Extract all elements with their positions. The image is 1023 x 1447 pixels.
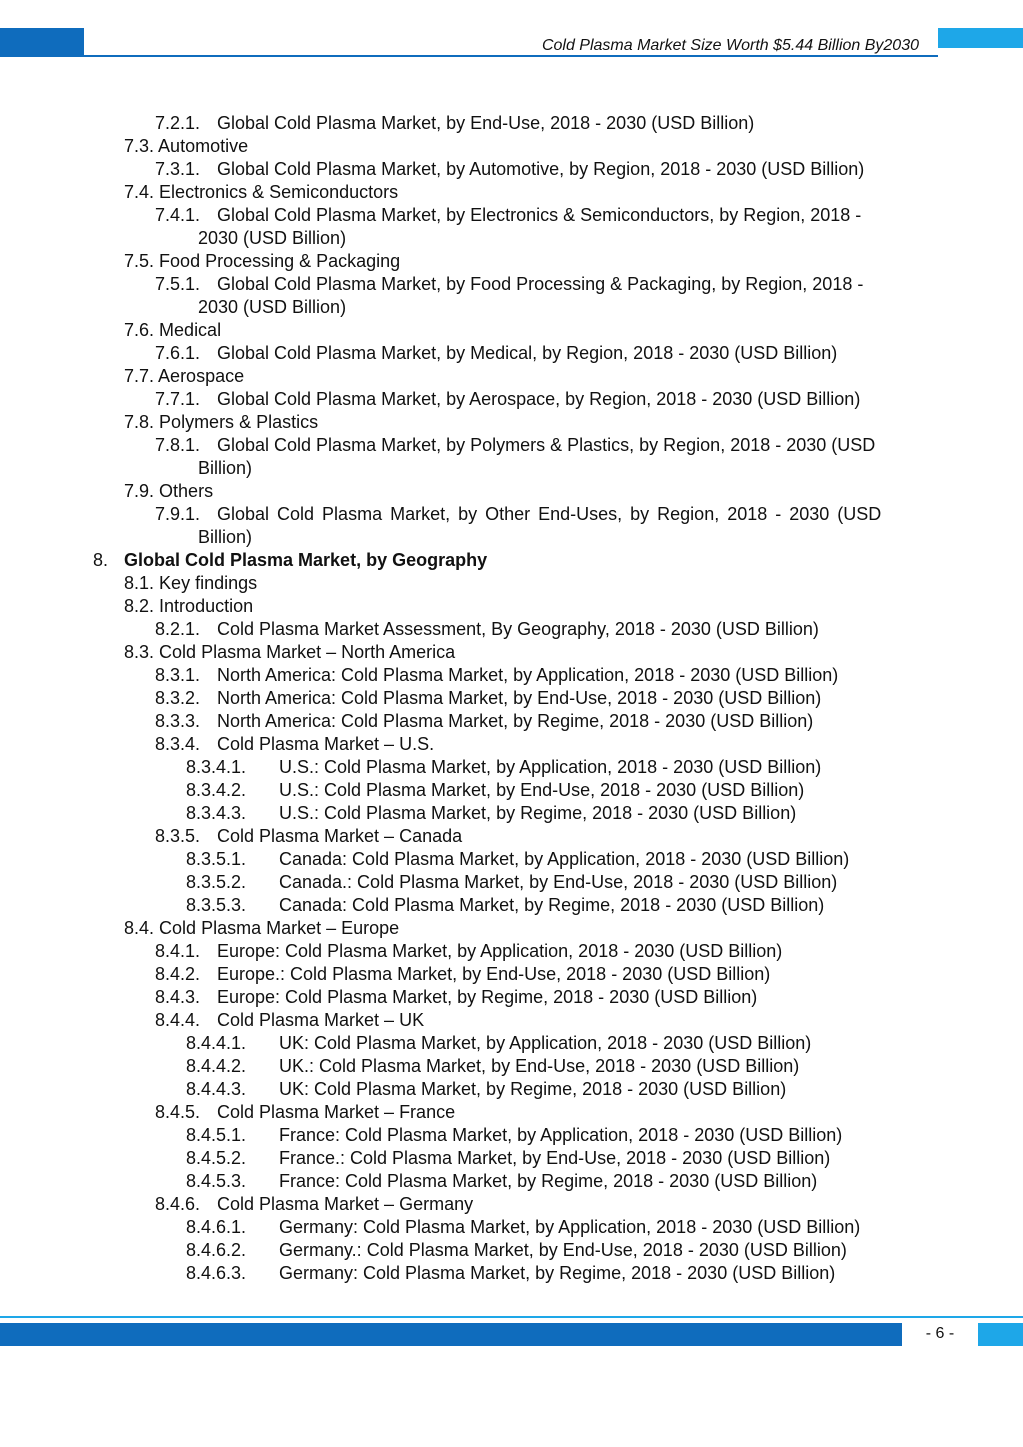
toc-entry <box>186 894 824 917</box>
toc-entry-number: 8.3.1. <box>155 665 201 685</box>
toc-entry <box>186 1078 786 1101</box>
toc-entry-text: Others <box>159 481 214 501</box>
toc-entry-number: 8.3.5.2. <box>186 872 247 892</box>
toc-entry-number: 8.3.2. <box>155 688 201 708</box>
toc-entry-number: 8.3.4.3. <box>186 803 247 823</box>
toc-entry-text: UK.: Cold Plasma Market, by End-Use, 2018 - 2030 (USD Billion) <box>279 1056 800 1076</box>
toc-entry-text: Key findings <box>159 573 258 593</box>
toc-entry <box>155 733 434 756</box>
toc-entry-continuation: 2030 (USD Billion) <box>198 297 347 317</box>
toc-entry <box>155 503 930 526</box>
toc-entry-number: 8.3. <box>124 642 155 662</box>
toc-entry <box>155 687 821 710</box>
toc-entry-number: 8.4.5.3. <box>186 1171 247 1191</box>
toc-entry-number: 8.4.5. <box>155 1102 201 1122</box>
toc-entry-text: Electronics & Semiconductors <box>159 182 399 202</box>
toc-entry <box>155 273 863 296</box>
toc-entry-number: 8.4.4.1. <box>186 1033 247 1053</box>
toc-entry-number: 7.5. <box>124 251 155 271</box>
toc-entry-text: U.S.: Cold Plasma Market, by Application, 2018 - 2030 (USD Billion) <box>279 757 822 777</box>
toc-entry <box>186 1147 830 1170</box>
toc-entry <box>186 1262 835 1285</box>
toc-entry-number: 7.6. <box>124 320 155 340</box>
toc-entry-text: Europe: Cold Plasma Market, by Application, 2018 - 2030 (USD Billion) <box>217 941 783 961</box>
toc-entry-text: France: Cold Plasma Market, by Application, 2018 - 2030 (USD Billion) <box>279 1125 843 1145</box>
toc-entry-text: France: Cold Plasma Market, by Regime, 2018 - 2030 (USD Billion) <box>279 1171 818 1191</box>
toc-entry-text: Cold Plasma Market – Europe <box>159 918 400 938</box>
toc-entry-text: Introduction <box>159 596 254 616</box>
toc-entry-text: Canada: Cold Plasma Market, by Application, 2018 - 2030 (USD Billion) <box>279 849 850 869</box>
toc-entry <box>124 319 221 342</box>
toc-entry-text: Global Cold Plasma Market, by Electronics & Semiconductors, by Region, 2018 - <box>217 205 862 225</box>
toc-entry-number: 7.5.1. <box>155 274 201 294</box>
toc-entry-text: U.S.: Cold Plasma Market, by End-Use, 2018 - 2030 (USD Billion) <box>279 780 805 800</box>
toc-entry-text: Global Cold Plasma Market, by End-Use, 2018 - 2030 (USD Billion) <box>217 113 755 133</box>
toc-entry-text: U.S.: Cold Plasma Market, by Regime, 2018 - 2030 (USD Billion) <box>279 803 797 823</box>
toc-entry <box>186 779 804 802</box>
toc-entry-number: 7.8.1. <box>155 435 201 455</box>
toc-entry <box>186 848 849 871</box>
footer-accent-right <box>978 1323 1023 1346</box>
running-header-title: Cold Plasma Market Size Worth $5.44 Billion By2030 <box>541 37 919 54</box>
toc-entry <box>155 825 462 848</box>
toc-entry-number: 8. <box>93 550 109 570</box>
toc-entry-number: 8.3.4.1. <box>186 757 247 777</box>
toc-entry-text: Global Cold Plasma Market, by Medical, by Region, 2018 - 2030 (USD Billion) <box>217 343 838 363</box>
toc-entry <box>155 1009 424 1032</box>
footer-rule <box>0 1316 1023 1318</box>
toc-entry-number: 8.4.6.3. <box>186 1263 247 1283</box>
toc-entry-number: 8.4.5.1. <box>186 1125 247 1145</box>
toc-entry <box>155 112 754 135</box>
toc-entry <box>186 1055 799 1078</box>
toc-entry-number: 8.4.6.2. <box>186 1240 247 1260</box>
toc-entry-number: 8.3.5. <box>155 826 201 846</box>
toc-entry <box>124 595 253 618</box>
toc-entry-number: 8.4.5.2. <box>186 1148 247 1168</box>
toc-entry-number: 7.9. <box>124 481 155 501</box>
toc-section-heading <box>93 549 487 572</box>
toc-entry-number: 7.8. <box>124 412 155 432</box>
toc-entry-number: 7.3. <box>124 136 155 156</box>
footer-accent-left <box>0 1323 902 1346</box>
toc-entry-number: 7.3.1. <box>155 159 201 179</box>
toc-entry-continuation: 2030 (USD Billion) <box>198 228 347 248</box>
toc-entry-number: 8.2.1. <box>155 619 201 639</box>
toc-entry-number: 8.3.4. <box>155 734 201 754</box>
toc-entry-text: Medical <box>159 320 222 340</box>
toc-entry-text: Cold Plasma Market Assessment, By Geography, 2018 - 2030 (USD Billion) <box>217 619 819 639</box>
toc-entry-text: Germany: Cold Plasma Market, by Application, 2018 - 2030 (USD Billion) <box>279 1217 861 1237</box>
toc-entry-number: 8.4.6. <box>155 1194 201 1214</box>
toc-entry <box>186 756 821 779</box>
toc-entry-text: Global Cold Plasma Market, by Geography <box>124 550 488 570</box>
toc-entry <box>186 871 837 894</box>
toc-entry-text: Cold Plasma Market – Canada <box>217 826 463 846</box>
toc-entry <box>155 940 782 963</box>
toc-entry <box>155 388 860 411</box>
toc-entry <box>124 917 399 940</box>
toc-entry-text: Global Cold Plasma Market, by Polymers & Plastics, by Region, 2018 - 2030 (USD <box>217 435 876 455</box>
toc-entry-number: 8.4.6.1. <box>186 1217 247 1237</box>
toc-entry <box>155 1101 455 1124</box>
toc-entry <box>124 641 455 664</box>
toc-entry-text: North America: Cold Plasma Market, by Regime, 2018 - 2030 (USD Billion) <box>217 711 814 731</box>
toc-entry <box>155 986 757 1009</box>
toc-entry-number: 8.4. <box>124 918 155 938</box>
toc-entry-text: Global Cold Plasma Market, by Automotive, by Region, 2018 - 2030 (USD Billion) <box>217 159 865 179</box>
toc-entry <box>124 181 398 204</box>
toc-entry-text: Aerospace <box>158 366 245 386</box>
toc-entry-number: 8.4.4.3. <box>186 1079 247 1099</box>
toc-entry <box>155 158 864 181</box>
toc-entry <box>124 365 244 388</box>
toc-entry-text: France.: Cold Plasma Market, by End-Use, 2018 - 2030 (USD Billion) <box>279 1148 831 1168</box>
toc-entry-text: Cold Plasma Market – UK <box>217 1010 425 1030</box>
toc-entry <box>124 480 213 503</box>
toc-entry <box>155 710 813 733</box>
toc-entry-text: UK: Cold Plasma Market, by Regime, 2018 - 2030 (USD Billion) <box>279 1079 787 1099</box>
toc-entry-number: 7.9.1. <box>155 504 201 524</box>
toc-entry-text: Europe.: Cold Plasma Market, by End-Use, 2018 - 2030 (USD Billion) <box>217 964 771 984</box>
toc-entry <box>124 411 318 434</box>
toc-entry-text: UK: Cold Plasma Market, by Application, 2018 - 2030 (USD Billion) <box>279 1033 812 1053</box>
toc-entry-number: 8.4.4.2. <box>186 1056 247 1076</box>
toc-entry-text: Polymers & Plastics <box>159 412 319 432</box>
toc-entry <box>124 572 257 595</box>
toc-entry-text: Global Cold Plasma Market, by Food Processing & Packaging, by Region, 2018 - <box>217 274 864 294</box>
toc-entry <box>186 1124 842 1147</box>
toc-entry <box>155 664 838 687</box>
toc-entry <box>124 135 248 158</box>
toc-entry-text: Cold Plasma Market – Germany <box>217 1194 474 1214</box>
header-accent-left <box>0 28 84 55</box>
toc-entry-number: 8.3.4.2. <box>186 780 247 800</box>
toc-entry-number: 8.3.5.1. <box>186 849 247 869</box>
toc-entry-number: 7.6.1. <box>155 343 201 363</box>
toc-entry <box>155 204 861 227</box>
toc-entry-number: 7.7. <box>124 366 155 386</box>
toc-entry-text: Automotive <box>158 136 249 156</box>
header-rule <box>0 55 938 57</box>
header-accent-right <box>938 28 1023 48</box>
toc-entry <box>186 802 796 825</box>
toc-entry-number: 8.4.4. <box>155 1010 201 1030</box>
toc-entry-text: Canada.: Cold Plasma Market, by End-Use, 2018 - 2030 (USD Billion) <box>279 872 838 892</box>
toc-entry-text: Global Cold Plasma Market, by Aerospace, by Region, 2018 - 2030 (USD Billion) <box>217 389 861 409</box>
page-number: - 6 - <box>925 1325 955 1342</box>
toc-entry-text: Food Processing & Packaging <box>159 251 401 271</box>
toc-entry <box>186 1032 811 1055</box>
toc-entry-text: North America: Cold Plasma Market, by End-Use, 2018 - 2030 (USD Billion) <box>217 688 822 708</box>
toc-entry-text: Canada: Cold Plasma Market, by Regime, 2018 - 2030 (USD Billion) <box>279 895 825 915</box>
toc-entry <box>124 250 400 273</box>
toc-entry-number: 8.4.1. <box>155 941 201 961</box>
toc-entry-number: 7.4.1. <box>155 205 201 225</box>
toc-entry-text: Germany.: Cold Plasma Market, by End-Use, 2018 - 2030 (USD Billion) <box>279 1240 847 1260</box>
toc-entry <box>186 1216 860 1239</box>
toc-entry <box>155 963 770 986</box>
toc-entry-number: 7.7.1. <box>155 389 201 409</box>
toc-entry-number: 8.3.5.3. <box>186 895 247 915</box>
toc-entry-text: North America: Cold Plasma Market, by Application, 2018 - 2030 (USD Billion) <box>217 665 839 685</box>
toc-entry-number: 7.4. <box>124 182 155 202</box>
toc-entry-number: 7.2.1. <box>155 113 201 133</box>
toc-entry-continuation: Billion) <box>198 458 253 478</box>
toc-entry-text: Global Cold Plasma Market, by Other End-Uses, by Region, 2018 - 2030 (USD <box>217 504 882 524</box>
toc-entry-number: 8.4.2. <box>155 964 201 984</box>
toc-entry <box>155 434 875 457</box>
toc-entry <box>155 1193 473 1216</box>
toc-entry-continuation: Billion) <box>198 527 253 547</box>
toc-entry-text: Cold Plasma Market – France <box>217 1102 456 1122</box>
toc-entry <box>186 1239 847 1262</box>
toc-entry-number: 8.2. <box>124 596 155 616</box>
toc-entry-text: Cold Plasma Market – North America <box>159 642 456 662</box>
toc-entry-number: 8.4.3. <box>155 987 201 1007</box>
toc-entry <box>155 618 819 641</box>
toc-entry-text: Europe: Cold Plasma Market, by Regime, 2018 - 2030 (USD Billion) <box>217 987 758 1007</box>
toc-entry-number: 8.3.3. <box>155 711 201 731</box>
toc-entry-text: Cold Plasma Market – U.S. <box>217 734 435 754</box>
toc-entry <box>186 1170 817 1193</box>
toc-entry <box>155 342 837 365</box>
toc-entry-number: 8.1. <box>124 573 155 593</box>
toc-entry-text: Germany: Cold Plasma Market, by Regime, 2018 - 2030 (USD Billion) <box>279 1263 836 1283</box>
